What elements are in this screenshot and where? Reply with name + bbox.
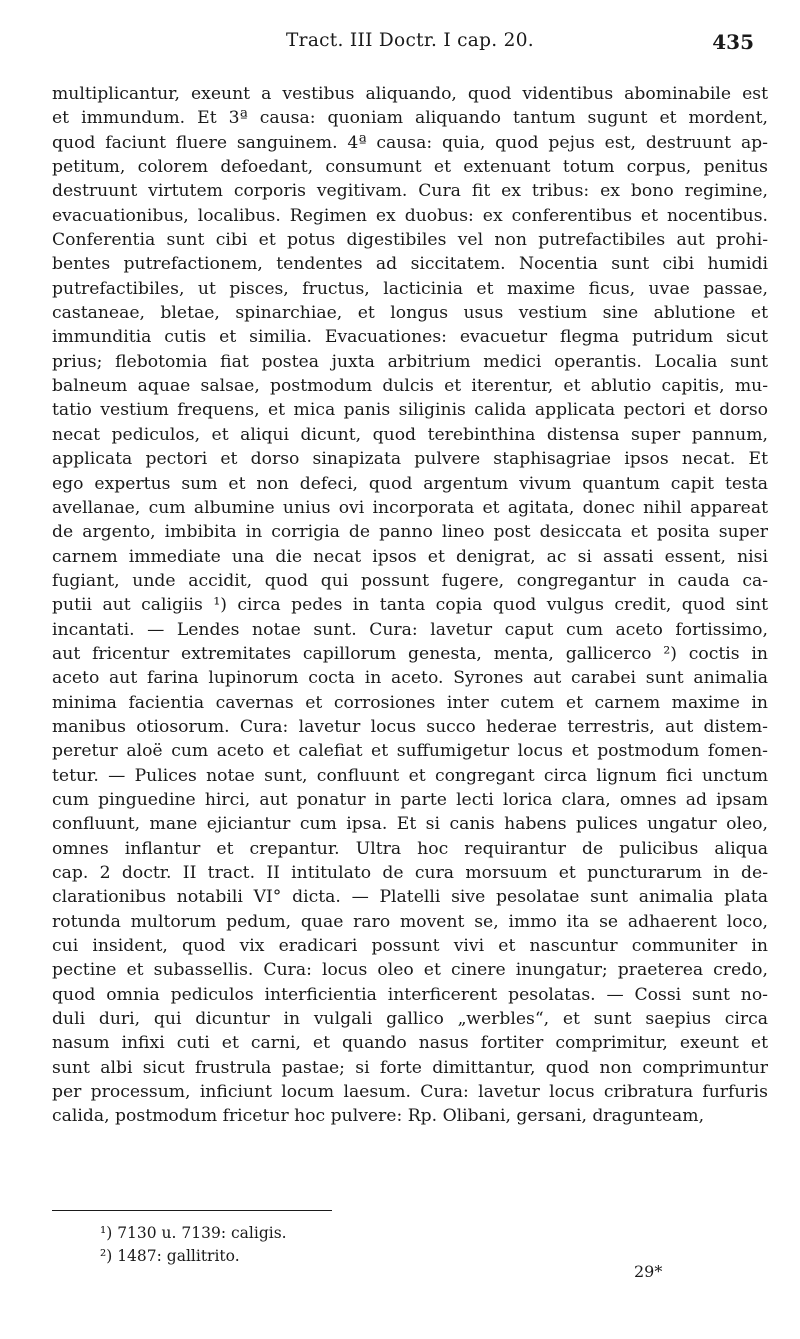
text-line: necat pediculos, et aliqui dicunt, quod terebinthina distensa super pannum, — [52, 424, 768, 445]
running-head: Tract. III Doctr. I cap. 20. — [286, 30, 534, 51]
text-line: minima facientia cavernas et corrosiones inter cutem et carnem maxime in — [52, 692, 768, 713]
footnote: ¹) 7130 u. 7139: caligis. — [100, 1224, 287, 1242]
text-line: quod omnia pediculos interficientia interficerent pesolatas. — Cossi sunt no- — [52, 984, 768, 1005]
page-header — [52, 30, 768, 60]
text-line: aceto aut farina lupinorum cocta in aceto. Syrones aut carabei sunt animalia — [52, 668, 768, 689]
text-line: manibus otiosorum. Cura: lavetur locus succo hederae terrestris, aut distem- — [52, 716, 768, 737]
text-line: evacuationibus, localibus. Regimen ex duobus: ex conferentibus et nocentibus. — [52, 205, 768, 226]
text-line: balneum aquae salsae, postmodum dulcis et iterentur, et ablutio capitis, mu- — [52, 376, 768, 397]
body-text — [52, 82, 768, 1129]
text-line: sunt albi sicut frustrula pastae; si forte dimittantur, quod non comprimuntur — [52, 1057, 768, 1078]
text-line: peretur aloë cum aceto et calefiat et suffumigetur locus et postmodum fomen- — [52, 741, 768, 762]
text-line: et immundum. Et 3ª causa: quoniam aliquando tantum sugunt et mordent, — [52, 108, 768, 129]
text-line: bentes putrefactionem, tendentes ad siccitatem. Nocentia sunt cibi humidi — [52, 254, 768, 275]
text-line: pectine et subassellis. Cura: locus oleo et cinere inungatur; praeterea credo, — [52, 960, 768, 981]
text-line: quod faciunt fluere sanguinem. 4ª causa: quia, quod pejus est, destruunt ap- — [52, 132, 768, 153]
text-line: clarationibus notabili VI° dicta. — Platelli sive pesolatae sunt animalia plata — [52, 887, 768, 908]
text-line: duli duri, qui dicuntur in vulgali gallico „werbles“, et sunt saepius circa — [52, 1009, 768, 1030]
text-line: immunditia cutis et similia. Evacuationes: evacuetur flegma putridum sicut — [52, 327, 768, 348]
text-line: destruunt virtutem corporis vegitivam. Cura fit ex tribus: ex bono regimine, — [52, 181, 768, 202]
text-line: ego expertus sum et non defeci, quod argentum vivum quantum capit testa — [52, 473, 768, 494]
text-line: applicata pectori et dorso sinapizata pulvere staphisagriae ipsos necat. Et — [52, 449, 768, 470]
text-line: fugiant, unde accidit, quod qui possunt fugere, congregantur in cauda ca- — [52, 570, 768, 591]
text-line: putrefactibiles, ut pisces, fructus, lacticinia et maxime ficus, uvae passae, — [52, 278, 768, 299]
text-line: cap. 2 doctr. II tract. II intitulato de cura morsuum et puncturarum in de- — [52, 863, 768, 883]
text-line: Conferentia sunt cibi et potus digestibiles vel non putrefactibiles aut prohi- — [52, 230, 768, 251]
text-line: calida, postmodum fricetur hoc pulvere: Rp. Olibani, gersani, dragunteam, — [52, 1106, 705, 1127]
text-line: petitum, colorem defoedant, consumunt et extenuant totum corpus, penitus — [52, 157, 768, 178]
text-line: cui insident, quod vix eradicari possunt vivi et nascuntur communiter in — [52, 936, 768, 957]
text-line: tetur. — Pulices notae sunt, confluunt et congregant circa lignum fici unctum — [52, 765, 768, 786]
text-line: confluunt, mane ejiciantur cum ipsa. Et si canis habens pulices ungatur oleo, — [52, 814, 768, 835]
text-line: omnes inflantur et crepantur. Ultra hoc requirantur de pulicibus aliqua — [52, 838, 768, 859]
text-line: rotunda multorum pedum, quae raro movent se, immo ita se adhaerent loco, — [52, 911, 768, 932]
text-line: de argento, imbibita in corrigia de panno lineo post desiccata et posita super — [52, 522, 768, 543]
footnote: ²) 1487: gallitrito. — [100, 1247, 240, 1265]
text-line: carnem immediate una die necat ipsos et denigrat, ac si assati essent, nisi — [52, 546, 768, 567]
text-line: per processum, inficiunt locum laesum. Cura: lavetur locus cribratura furfuris — [52, 1082, 768, 1103]
text-line: aut fricentur extremitates capillorum genesta, menta, gallicerco ²) coctis in — [52, 643, 768, 664]
footnotes — [100, 1222, 287, 1268]
text-line: multiplicantur, exeunt a vestibus aliquando, quod videntibus abominabile est — [52, 84, 768, 104]
text-line: putii aut caligiis ¹) circa pedes in tanta copia quod vulgus credit, quod sint — [52, 595, 768, 616]
text-line: castaneae, bletae, spinarchiae, et longus usus vestium sine ablutione et — [52, 303, 768, 324]
text-line: cum pinguedine hirci, aut ponatur in parte lecti lorica clara, omnes ad ipsam — [52, 789, 768, 810]
text-line: incantati. — Lendes notae sunt. Cura: lavetur caput cum aceto fortissimo, — [52, 619, 768, 640]
footnote-rule — [52, 1210, 332, 1211]
text-line: tatio vestium frequens, et mica panis siliginis calida applicata pectori et dorso — [52, 400, 768, 421]
text-line: avellanae, cum albumine unius ovi incorporata et agitata, donec nihil appareat — [52, 497, 768, 518]
page-number: 435 — [712, 30, 754, 54]
signature-mark: 29* — [634, 1262, 663, 1281]
text-line: nasum infixi cuti et carni, et quando nasus fortiter comprimitur, exeunt et — [52, 1033, 768, 1054]
text-line: prius; flebotomia fiat postea juxta arbitrium medici operantis. Localia sunt — [52, 351, 768, 372]
